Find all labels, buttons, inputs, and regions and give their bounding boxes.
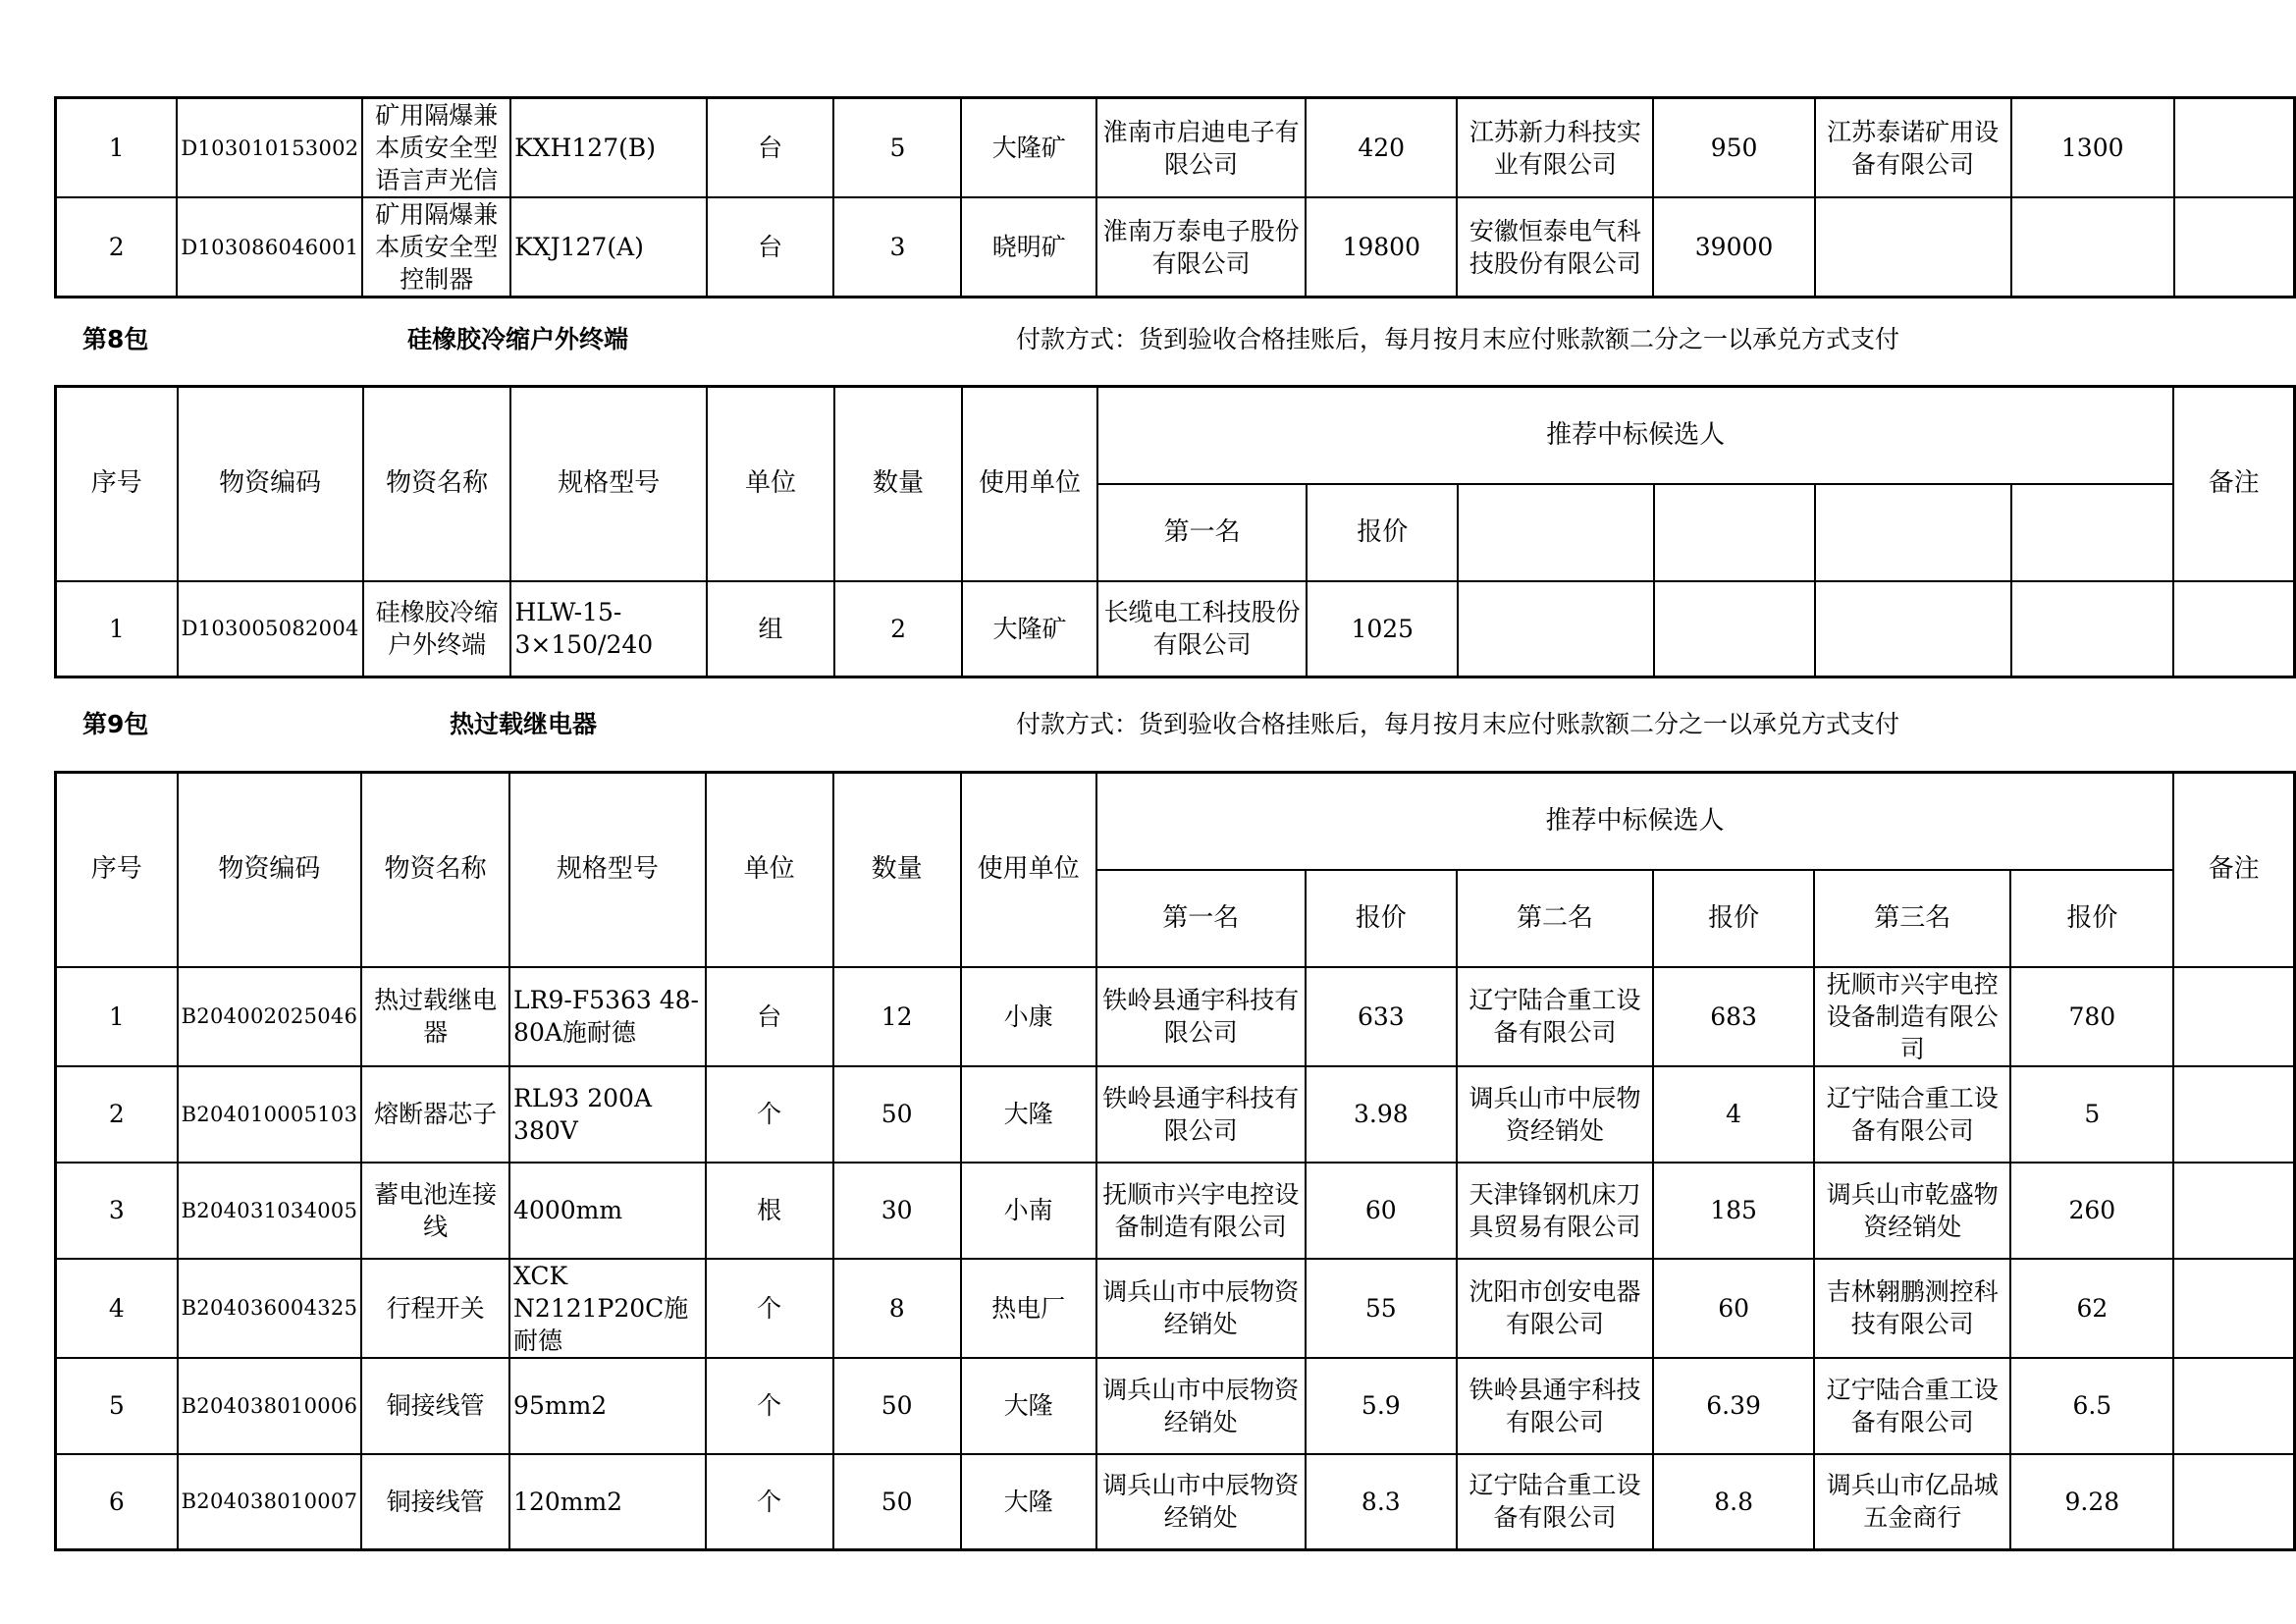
cell-price2	[1654, 581, 1814, 677]
table-row	[56, 98, 2295, 198]
cell-second: 辽宁陆合重工设备有限公司	[1457, 1454, 1653, 1550]
cell-qty: 3	[833, 197, 961, 298]
cell-first: 铁岭县通宇科技有限公司	[1096, 1066, 1306, 1163]
cell-seq: 5	[56, 1358, 178, 1454]
cell-price1: 5.9	[1306, 1358, 1457, 1454]
cell-price2: 4	[1653, 1066, 1814, 1163]
cell-user: 大隆	[961, 1358, 1096, 1454]
table-top	[54, 96, 2296, 298]
header-seq: 序号	[56, 773, 178, 967]
table-row	[56, 1259, 2295, 1358]
header-qty: 数量	[833, 773, 961, 967]
cell-third	[1815, 581, 2011, 677]
cell-code: B204036004325	[178, 1259, 362, 1358]
cell-seq: 2	[56, 1066, 178, 1163]
cell-remark	[2174, 197, 2295, 298]
cell-qty: 8	[833, 1259, 961, 1358]
cell-code: B204002025046	[178, 967, 362, 1066]
cell-spec: RL93 200A 380V	[509, 1066, 706, 1163]
cell-code: B204038010007	[178, 1454, 362, 1550]
header-code: 物资编码	[178, 387, 363, 581]
cell-first: 铁岭县通宇科技有限公司	[1096, 967, 1306, 1066]
cell-remark	[2173, 1163, 2294, 1259]
cell-price1: 3.98	[1306, 1066, 1457, 1163]
header-name: 物资名称	[363, 387, 511, 581]
cell-price3: 1300	[2011, 98, 2174, 198]
cell-qty: 50	[833, 1066, 961, 1163]
cell-seq: 1	[56, 581, 178, 677]
cell-price2: 6.39	[1653, 1358, 1814, 1454]
cell-code: B204038010006	[178, 1358, 362, 1454]
cell-remark	[2173, 967, 2294, 1066]
package8-payment: 付款方式：货到验收合格挂账后，每月按月末应付账款额二分之一以承兑方式支付	[1016, 325, 1900, 353]
cell-second: 铁岭县通宇科技有限公司	[1457, 1358, 1653, 1454]
cell-first: 调兵山市中辰物资经销处	[1096, 1454, 1306, 1550]
header-first: 第一名	[1097, 484, 1307, 581]
cell-name: 矿用隔爆兼本质安全型控制器	[362, 197, 510, 298]
cell-qty: 50	[833, 1358, 961, 1454]
cell-seq: 2	[56, 197, 178, 298]
cell-third	[1815, 197, 2011, 298]
cell-price1: 8.3	[1306, 1454, 1457, 1550]
cell-spec: LR9-F5363 48-80A施耐德	[509, 967, 706, 1066]
cell-price3: 780	[2010, 967, 2173, 1066]
cell-spec: 95mm2	[509, 1358, 706, 1454]
cell-code: B204010005103	[178, 1066, 362, 1163]
package8-name: 硅橡胶冷缩户外终端	[407, 325, 629, 353]
table-package8-body	[56, 387, 2295, 677]
cell-price3: 62	[2010, 1259, 2173, 1358]
cell-remark	[2173, 1259, 2294, 1358]
cell-code: D103010153002	[177, 98, 362, 198]
cell-user: 晓明矿	[961, 197, 1096, 298]
cell-second: 江苏新力科技实业有限公司	[1457, 98, 1653, 198]
header-second	[1458, 484, 1654, 581]
cell-code: D103005082004	[178, 581, 363, 677]
cell-second: 沈阳市创安电器有限公司	[1457, 1259, 1653, 1358]
table-row	[56, 1066, 2295, 1163]
header-spec: 规格型号	[510, 387, 706, 581]
header-first: 第一名	[1096, 870, 1306, 967]
cell-first: 抚顺市兴宇电控设备制造有限公司	[1096, 1163, 1306, 1259]
cell-spec: KXH127(B)	[510, 98, 706, 198]
cell-seq: 4	[56, 1259, 178, 1358]
cell-name: 铜接线管	[361, 1454, 509, 1550]
cell-unit: 组	[707, 581, 834, 677]
cell-seq: 6	[56, 1454, 178, 1550]
header-candidates: 推荐中标候选人	[1097, 387, 2173, 484]
cell-name: 热过载继电器	[361, 967, 509, 1066]
header-second: 第二名	[1457, 870, 1653, 967]
header-unit: 单位	[706, 773, 833, 967]
cell-price2: 950	[1653, 98, 1814, 198]
table-row	[56, 1163, 2295, 1259]
package9-label: 第9包	[82, 710, 149, 738]
cell-user: 大隆矿	[961, 98, 1096, 198]
header-row-1	[56, 387, 2295, 484]
cell-price3: 6.5	[2010, 1358, 2173, 1454]
cell-name: 蓄电池连接线	[361, 1163, 509, 1259]
cell-third: 江苏泰诺矿用设备有限公司	[1815, 98, 2011, 198]
header-price2: 报价	[1653, 870, 1814, 967]
cell-qty: 2	[834, 581, 962, 677]
cell-price1: 60	[1306, 1163, 1457, 1259]
table-package9-body	[56, 773, 2295, 1550]
header-candidates: 推荐中标候选人	[1096, 773, 2174, 870]
cell-price1: 55	[1306, 1259, 1457, 1358]
package9-name: 热过载继电器	[450, 710, 598, 738]
cell-first: 调兵山市中辰物资经销处	[1096, 1358, 1306, 1454]
header-third	[1815, 484, 2011, 581]
cell-user: 小康	[961, 967, 1096, 1066]
cell-user: 大隆	[961, 1454, 1096, 1550]
cell-seq: 3	[56, 1163, 178, 1259]
cell-unit: 台	[707, 98, 834, 198]
cell-price1: 420	[1306, 98, 1457, 198]
cell-spec: HLW-15-3×150/240	[510, 581, 706, 677]
cell-qty: 50	[833, 1454, 961, 1550]
header-spec: 规格型号	[509, 773, 706, 967]
cell-price1: 633	[1306, 967, 1457, 1066]
header-name: 物资名称	[361, 773, 509, 967]
header-remark: 备注	[2173, 773, 2294, 967]
cell-price2: 8.8	[1653, 1454, 1814, 1550]
package9-payment: 付款方式：货到验收合格挂账后，每月按月末应付账款额二分之一以承兑方式支付	[1016, 710, 1900, 738]
cell-seq: 1	[56, 98, 178, 198]
cell-second: 天津锋钢机床刀具贸易有限公司	[1457, 1163, 1653, 1259]
cell-qty: 30	[833, 1163, 961, 1259]
cell-second: 辽宁陆合重工设备有限公司	[1457, 967, 1653, 1066]
cell-first: 调兵山市中辰物资经销处	[1096, 1259, 1306, 1358]
cell-first: 淮南万泰电子股份有限公司	[1096, 197, 1306, 298]
cell-user: 大隆	[961, 1066, 1096, 1163]
cell-price1: 1025	[1307, 581, 1458, 677]
header-price1: 报价	[1307, 484, 1458, 581]
table-row	[56, 1358, 2295, 1454]
table-package9	[54, 771, 2296, 1551]
cell-unit: 个	[706, 1259, 833, 1358]
cell-price3: 9.28	[2010, 1454, 2173, 1550]
cell-seq: 1	[56, 967, 178, 1066]
cell-price2: 39000	[1653, 197, 1814, 298]
header-qty: 数量	[834, 387, 962, 581]
table-top-body	[56, 98, 2295, 298]
cell-third: 辽宁陆合重工设备有限公司	[1814, 1358, 2010, 1454]
cell-qty: 5	[833, 98, 961, 198]
cell-unit: 个	[706, 1066, 833, 1163]
cell-name: 行程开关	[361, 1259, 509, 1358]
cell-remark	[2173, 581, 2294, 677]
header-code: 物资编码	[178, 773, 362, 967]
cell-second: 调兵山市中辰物资经销处	[1457, 1066, 1653, 1163]
cell-name: 硅橡胶冷缩户外终端	[363, 581, 511, 677]
cell-unit: 根	[706, 1163, 833, 1259]
cell-first: 长缆电工科技股份有限公司	[1097, 581, 1307, 677]
table-row	[56, 1454, 2295, 1550]
cell-price1: 19800	[1306, 197, 1457, 298]
header-row-1	[56, 773, 2295, 870]
cell-code: D103086046001	[177, 197, 362, 298]
header-seq: 序号	[56, 387, 178, 581]
cell-second	[1458, 581, 1654, 677]
cell-unit: 台	[707, 197, 834, 298]
table-row	[56, 581, 2295, 677]
cell-user: 热电厂	[961, 1259, 1096, 1358]
cell-third: 抚顺市兴宇电控设备制造有限公司	[1814, 967, 2010, 1066]
table-package8	[54, 385, 2296, 678]
cell-price2: 185	[1653, 1163, 1814, 1259]
cell-spec: XCK N2121P20C施耐德	[509, 1259, 706, 1358]
cell-remark	[2173, 1066, 2294, 1163]
header-user: 使用单位	[961, 773, 1096, 967]
package8-label: 第8包	[82, 325, 149, 353]
cell-remark	[2173, 1454, 2294, 1550]
cell-spec: 4000mm	[509, 1163, 706, 1259]
header-price2	[1654, 484, 1814, 581]
table-row	[56, 967, 2295, 1066]
cell-price2: 60	[1653, 1259, 1814, 1358]
header-price3: 报价	[2010, 870, 2173, 967]
cell-unit: 个	[706, 1358, 833, 1454]
cell-user: 小南	[961, 1163, 1096, 1259]
cell-code: B204031034005	[178, 1163, 362, 1259]
header-unit: 单位	[707, 387, 834, 581]
cell-third: 辽宁陆合重工设备有限公司	[1814, 1066, 2010, 1163]
cell-user: 大隆矿	[962, 581, 1097, 677]
cell-third: 吉林翱鹏测控科技有限公司	[1814, 1259, 2010, 1358]
header-price3	[2011, 484, 2173, 581]
cell-spec: KXJ127(A)	[510, 197, 706, 298]
header-user: 使用单位	[962, 387, 1097, 581]
cell-spec: 120mm2	[509, 1454, 706, 1550]
cell-remark	[2174, 98, 2295, 198]
cell-price3: 260	[2010, 1163, 2173, 1259]
cell-name: 矿用隔爆兼本质安全型语言声光信	[362, 98, 510, 198]
cell-name: 熔断器芯子	[361, 1066, 509, 1163]
table-row	[56, 197, 2295, 298]
cell-third: 调兵山市乾盛物资经销处	[1814, 1163, 2010, 1259]
cell-unit: 个	[706, 1454, 833, 1550]
cell-price3: 5	[2010, 1066, 2173, 1163]
cell-third: 调兵山市亿品城五金商行	[1814, 1454, 2010, 1550]
cell-price3	[2011, 197, 2174, 298]
cell-price2: 683	[1653, 967, 1814, 1066]
cell-unit: 台	[706, 967, 833, 1066]
cell-second: 安徽恒泰电气科技股份有限公司	[1457, 197, 1653, 298]
cell-qty: 12	[833, 967, 961, 1066]
cell-first: 淮南市启迪电子有限公司	[1096, 98, 1306, 198]
cell-name: 铜接线管	[361, 1358, 509, 1454]
cell-remark	[2173, 1358, 2294, 1454]
cell-price3	[2011, 581, 2173, 677]
header-third: 第三名	[1814, 870, 2010, 967]
header-remark: 备注	[2173, 387, 2294, 581]
header-price1: 报价	[1306, 870, 1457, 967]
